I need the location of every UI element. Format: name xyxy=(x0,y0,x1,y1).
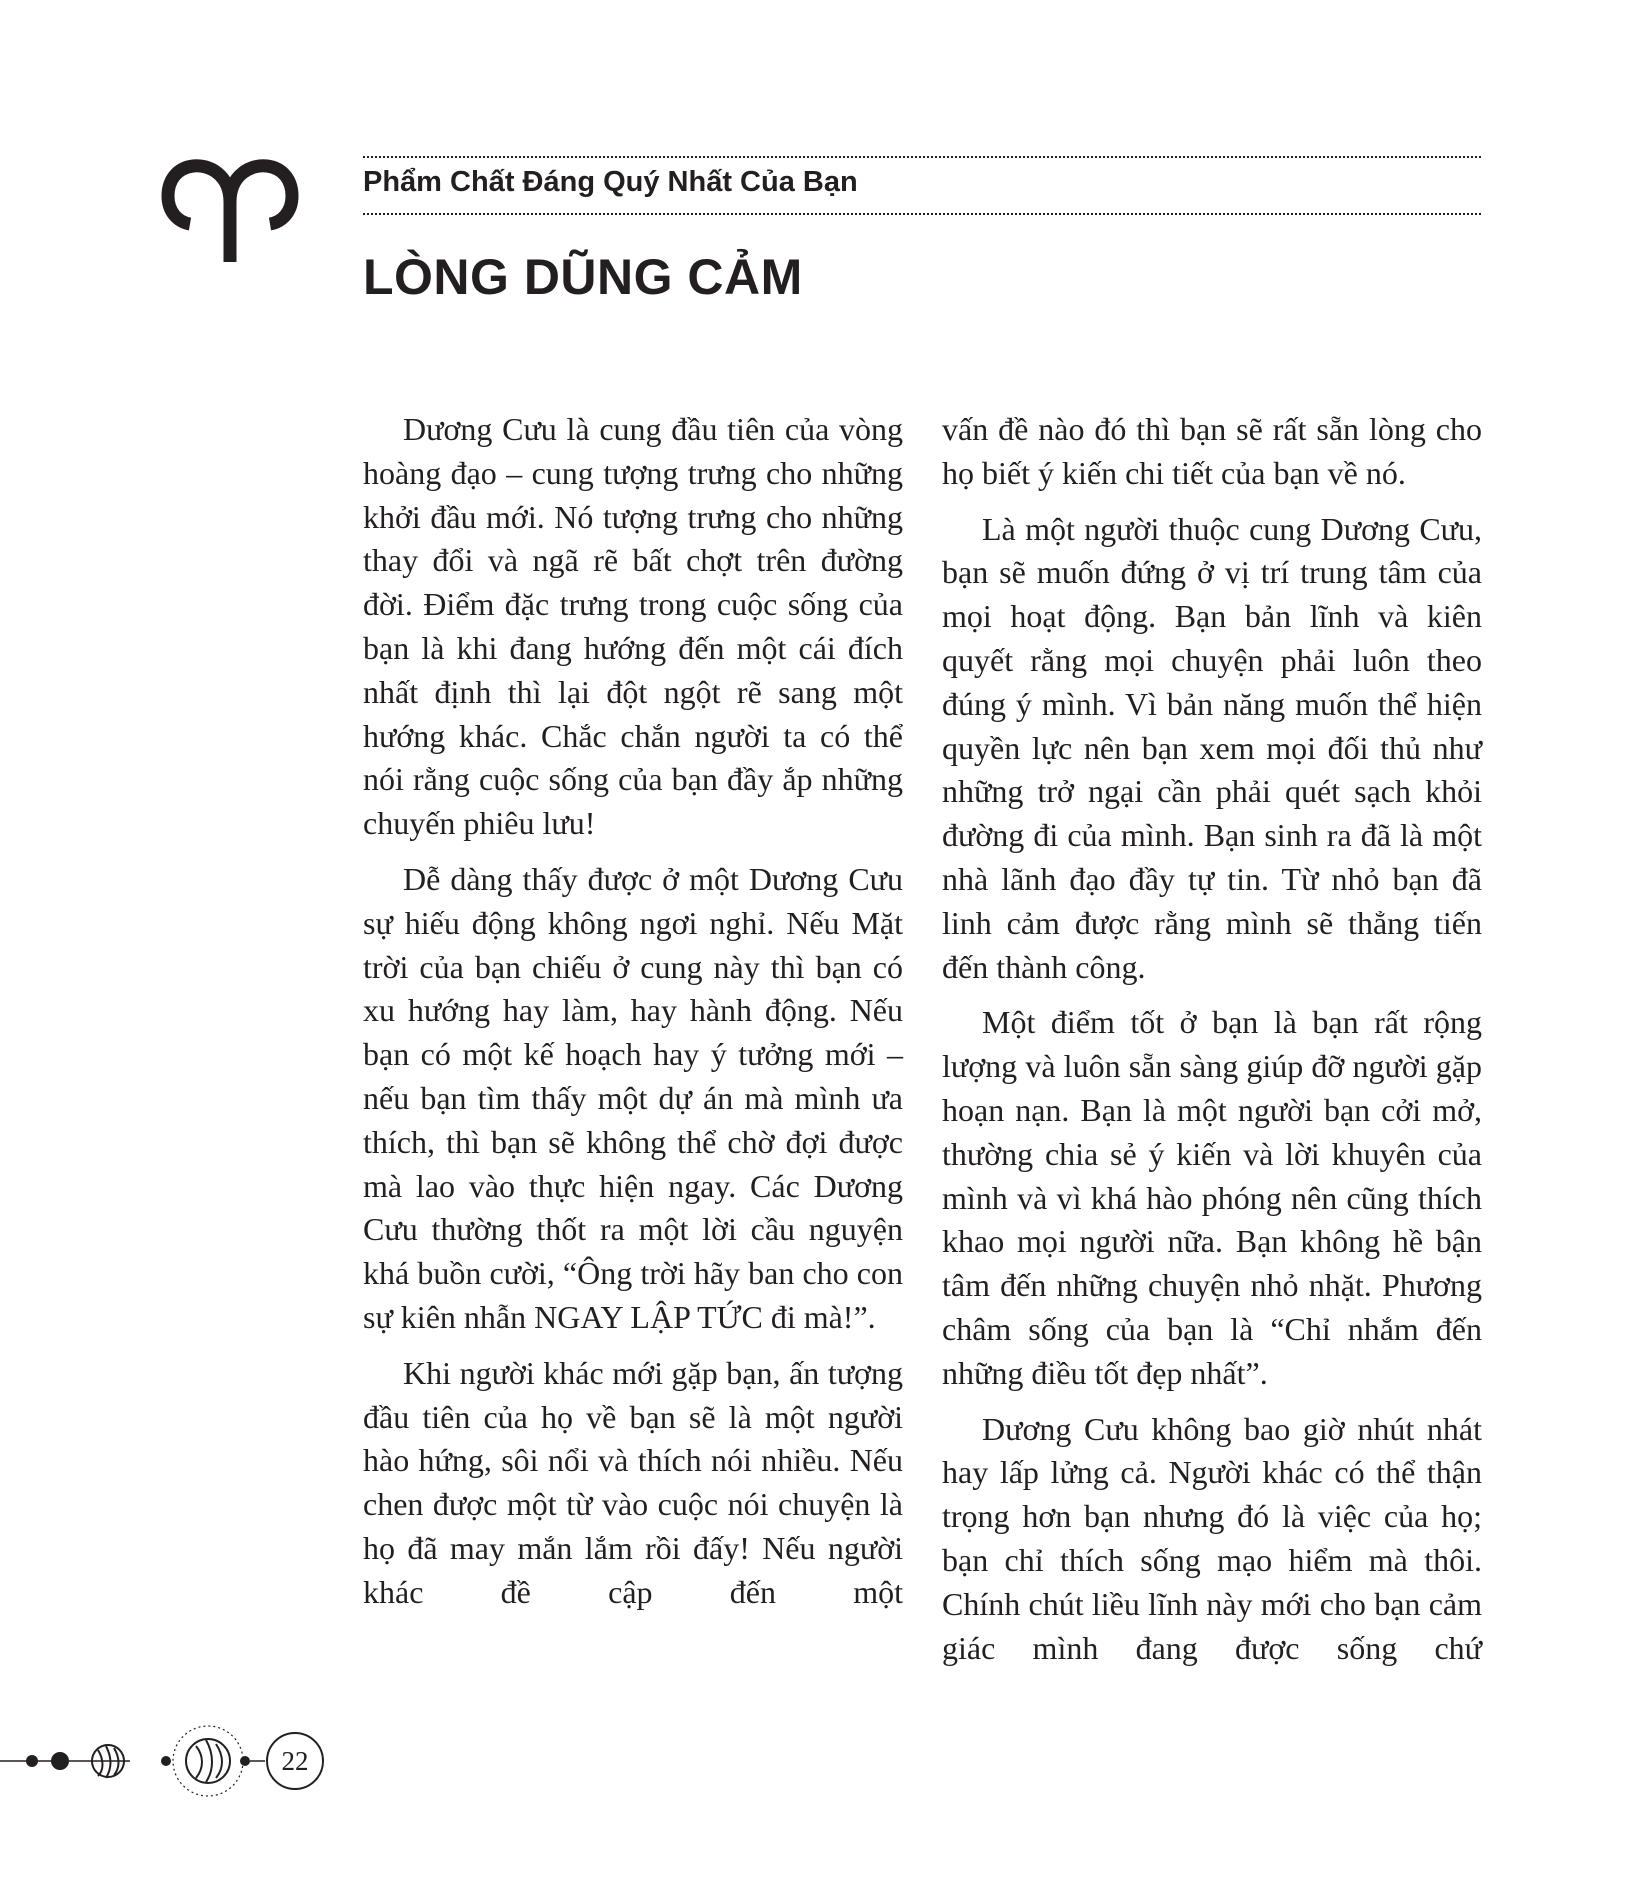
page-title: LÒNG DŨNG CẢM xyxy=(363,249,803,305)
paragraph: Dễ dàng thấy được ở một Dương Cưu sự hiếu động không ngơi nghỉ. Nếu Mặt trời của bạn chiếu ở cung này thì bạn có xu hướng hay làm, hay hành động. Nếu bạn có một kế hoạch hay ý tưởng mới – nếu bạn tìm thấy một dự án mà mình ưa thích, thì bạn sẽ không thể chờ đợi được mà lao vào thực hiện ngay. Các Dương Cưu thường thốt ra một lời cầu nguyện khá buồn cười, “Ông trời hãy ban cho con sự kiên nhẫn NGAY LẬP TỨC đi mà!”. xyxy=(363,860,903,1335)
page-number: 22 xyxy=(281,1745,309,1776)
left-column xyxy=(363,408,903,1627)
header-rule-top xyxy=(363,156,1481,158)
aries-icon xyxy=(160,150,300,270)
paragraph: vấn đề nào đó thì bạn sẽ rất sẵn lòng cho họ biết ý kiến chi tiết của bạn về nó. xyxy=(942,411,1482,491)
paragraph: Dương Cưu không bao giờ nhút nhát hay lấp lửng cả. Người khác có thể thận trọng hơn bạn nhưng đó là việc của họ; bạn chỉ thích sống mạo hiểm mà thôi. Chính chút liều lĩnh này mới cho bạn cảm giác mình đang được sống chứ xyxy=(942,1410,1482,1666)
right-column xyxy=(942,408,1482,1682)
header-rule-bottom xyxy=(363,213,1481,215)
section-subtitle: Phẩm Chất Đáng Quý Nhất Của Bạn xyxy=(363,166,858,198)
paragraph: Khi người khác mới gặp bạn, ấn tượng đầu tiên của họ về bạn sẽ là một người hào hứng, sôi nổi và thích nói nhiều. Nếu chen được một từ vào cuộc nói chuyện là họ đã may mắn lắm rồi đấy! Nếu người khác đề cập đến một xyxy=(363,1354,903,1610)
paragraph: Một điểm tốt ở bạn là bạn rất rộng lượng và luôn sẵn sàng giúp đỡ người gặp hoạn nạn. Bạn là một người bạn cởi mở, thường chia sẻ ý kiến và lời khuyên của mình và vì khá hào phóng nên cũng thích khao mọi người nữa. Bạn không hề bận tâm đến những chuyện nhỏ nhặt. Phương châm sống của bạn là “Chỉ nhắm đến những điều tốt đẹp nhất”. xyxy=(942,1004,1482,1391)
paragraph: Dương Cưu là cung đầu tiên của vòng hoàng đạo – cung tượng trưng cho những khởi đầu mới. Nó tượng trưng cho những thay đổi và ngã rẽ bất chợt trên đường đời. Điểm đặc trưng trong cuộc sống của bạn là khi đang hướng đến một cái đích nhất định thì lại đột ngột rẽ sang một hướng khác. Chắc chắn người ta có thể nói rằng cuộc sống của bạn đầy ắp những chuyến phiêu lưu! xyxy=(363,411,903,842)
paragraph: Là một người thuộc cung Dương Cưu, bạn sẽ muốn đứng ở vị trí trung tâm của mọi hoạt động. Bạn bản lĩnh và kiên quyết rằng mọi chuyện phải luôn theo đúng ý mình. Vì bản năng muốn thể hiện quyền lực nên bạn xem mọi đối thủ như những trở ngại cần phải quét sạch khỏi đường đi của mình. Bạn sinh ra đã là một nhà lãnh đạo đầy tự tin. Từ nhỏ bạn đã linh cảm được rằng mình sẽ thẳng tiến đến thành công. xyxy=(942,510,1482,985)
